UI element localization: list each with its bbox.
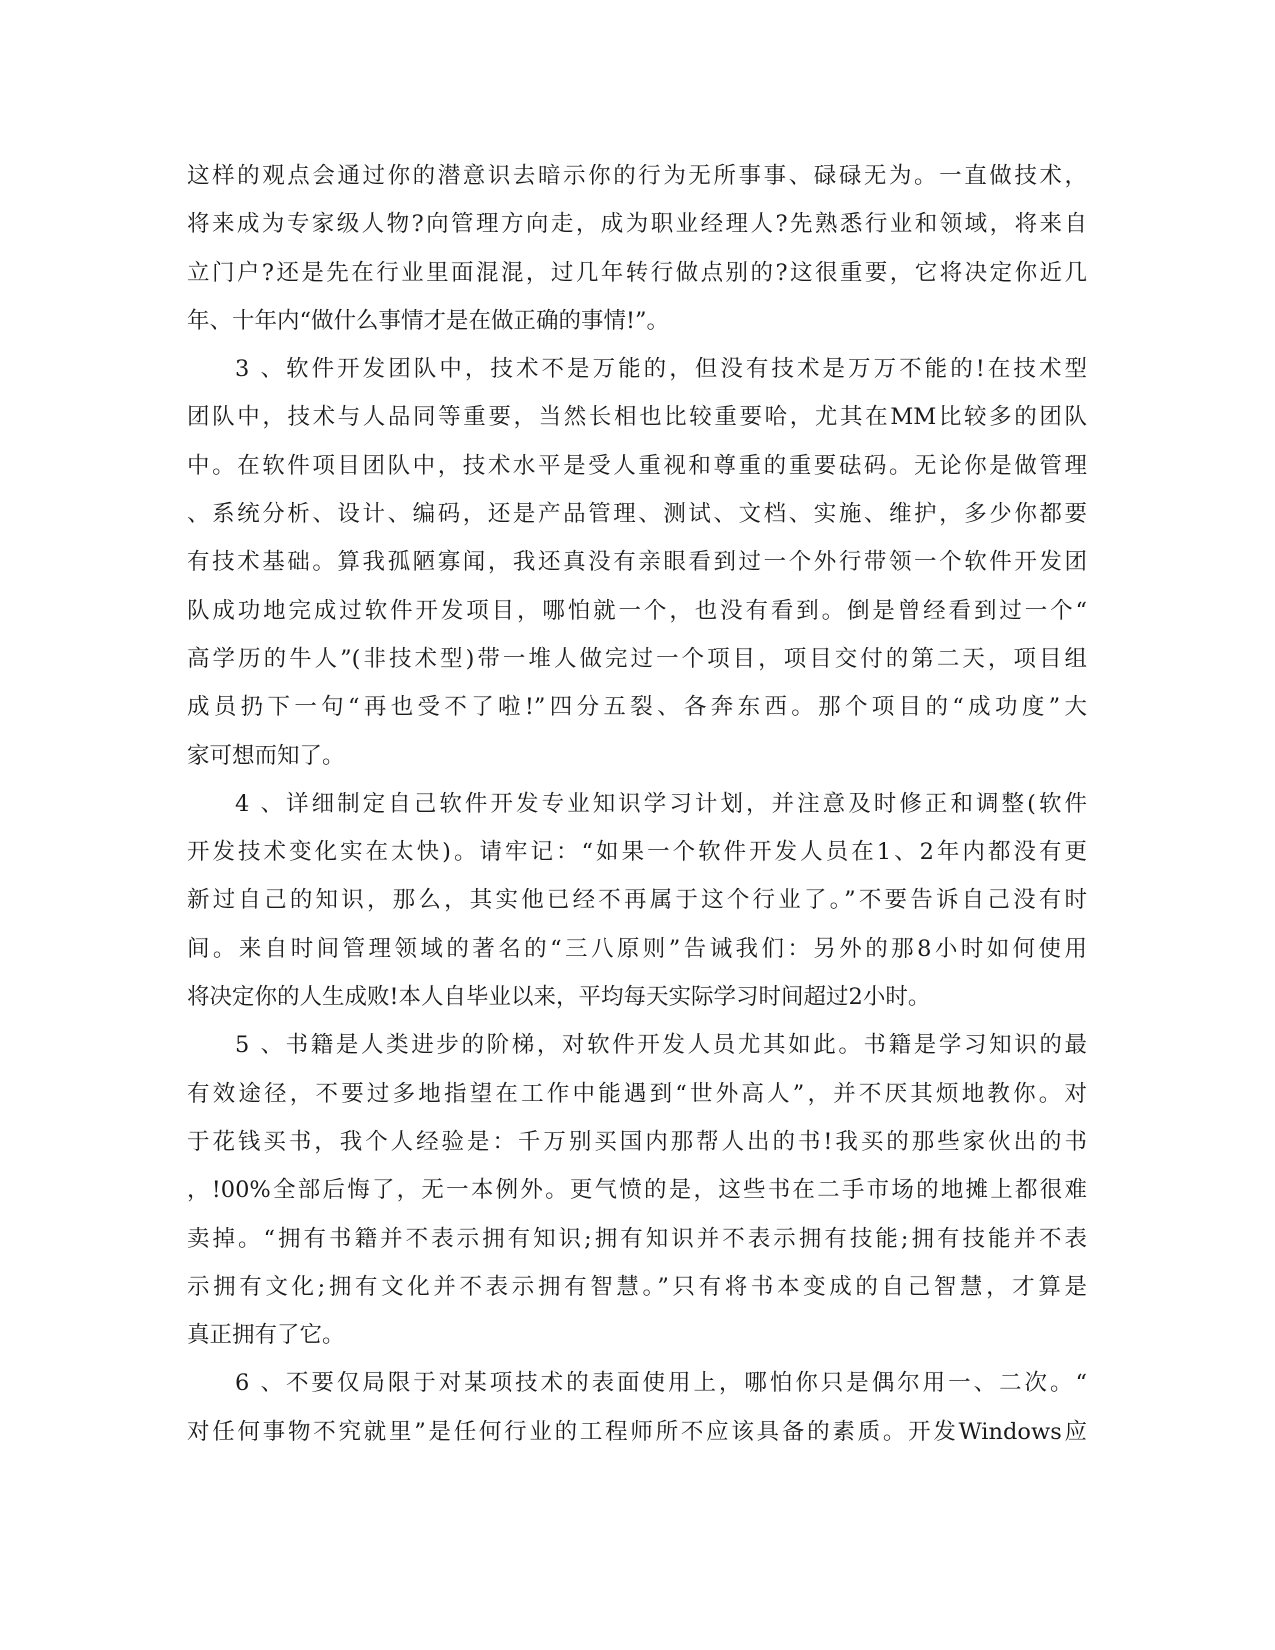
item-number: 5、: [235, 1032, 283, 1059]
item-number: 6、: [235, 1370, 283, 1397]
text-line: 将来成为专家级人物?向管理方向走，成为职业经理人?先熟悉行业和领域，将来自: [187, 211, 1087, 238]
text-line: 将决定你的人生成败!本人自毕业以来，平均每天实际学习时间超过2小时。: [187, 984, 931, 1011]
text-line: 、系统分析、设计、编码，还是产品管理、测试、文档、实施、维护，多少你都要: [187, 501, 1087, 528]
paragraph-item-6: [187, 1359, 1087, 1456]
line-text: 书籍是人类进步的阶梯，对软件开发人员尤其如此。书籍是学习知识的最: [283, 1032, 1087, 1059]
item-number: 4、: [235, 790, 283, 817]
text-line-first: [187, 345, 1087, 393]
text-line-first: [187, 780, 1087, 828]
text-line: 家可想而知了。: [187, 742, 345, 769]
text-line: ，!00%全部后悔了，无一本例外。更气愤的是，这些书在二手市场的地摊上都很难: [187, 1177, 1087, 1204]
text-line: 新过自己的知识，那么，其实他已经不再属于这个行业了。”不要告诉自己没有时: [187, 887, 1087, 914]
paragraph-item-5: [187, 1021, 1087, 1359]
text-line: 年、十年内“做什么事情才是在做正确的事情!”。: [187, 307, 670, 334]
item-number: 3、: [235, 356, 283, 383]
line-text: 软件开发团队中，技术不是万能的，但没有技术是万万不能的!在技术型: [283, 356, 1087, 383]
line-text: 不要仅局限于对某项技术的表面使用上，哪怕你只是偶尔用一、二次。“: [283, 1370, 1087, 1397]
paragraph-item-4: [187, 780, 1087, 1021]
text-line-first: [187, 1021, 1087, 1069]
text-line: 开发技术变化实在太快)。请牢记：“如果一个软件开发人员在1、2年内都没有更: [187, 839, 1087, 866]
text-line: 中。在软件项目团队中，技术水平是受人重视和尊重的重要砝码。无论你是做管理: [187, 452, 1087, 479]
document-body: [187, 152, 1087, 1456]
text-line: 卖掉。“拥有书籍并不表示拥有知识;拥有知识并不表示拥有技能;拥有技能并不表: [187, 1225, 1087, 1252]
text-line: 于花钱买书，我个人经验是：千万别买国内那帮人出的书!我买的那些家伙出的书: [187, 1128, 1087, 1155]
text-line-first: [187, 1359, 1087, 1407]
text-line: 间。来自时间管理领域的著名的“三八原则”告诫我们：另外的那8小时如何使用: [187, 935, 1087, 962]
text-line: 有效途径，不要过多地指望在工作中能遇到“世外高人”，并不厌其烦地教你。对: [187, 1080, 1087, 1107]
text-line: 示拥有文化;拥有文化并不表示拥有智慧。”只有将书本变成的自己智慧，才算是: [187, 1273, 1087, 1300]
text-line: 高学历的牛人”(非技术型)带一堆人做完过一个项目，项目交付的第二天，项目组: [187, 645, 1087, 672]
text-line: 成员扔下一句“再也受不了啦!”四分五裂、各奔东西。那个项目的“成功度”大: [187, 694, 1087, 721]
text-line: 对任何事物不究就里”是任何行业的工程师所不应该具备的素质。开发Windows应: [187, 1418, 1087, 1445]
text-line: 立门户?还是先在行业里面混混，过几年转行做点别的?这很重要，它将决定你近几: [187, 259, 1087, 286]
text-line: 有技术基础。算我孤陋寡闻，我还真没有亲眼看到过一个外行带领一个软件开发团: [187, 549, 1087, 576]
paragraph-item-3: [187, 345, 1087, 780]
paragraph-continuation: [187, 152, 1087, 345]
text-line: 真正拥有了它。: [187, 1322, 345, 1349]
text-line: 团队中，技术与人品同等重要，当然长相也比较重要哈，尤其在MM比较多的团队: [187, 404, 1087, 431]
text-line: 队成功地完成过软件开发项目，哪怕就一个，也没有看到。倒是曾经看到过一个“: [187, 597, 1087, 624]
text-line: 这样的观点会通过你的潜意识去暗示你的行为无所事事、碌碌无为。一直做技术，: [187, 163, 1087, 189]
line-text: 详细制定自己软件开发专业知识学习计划，并注意及时修正和调整(软件: [283, 790, 1087, 817]
